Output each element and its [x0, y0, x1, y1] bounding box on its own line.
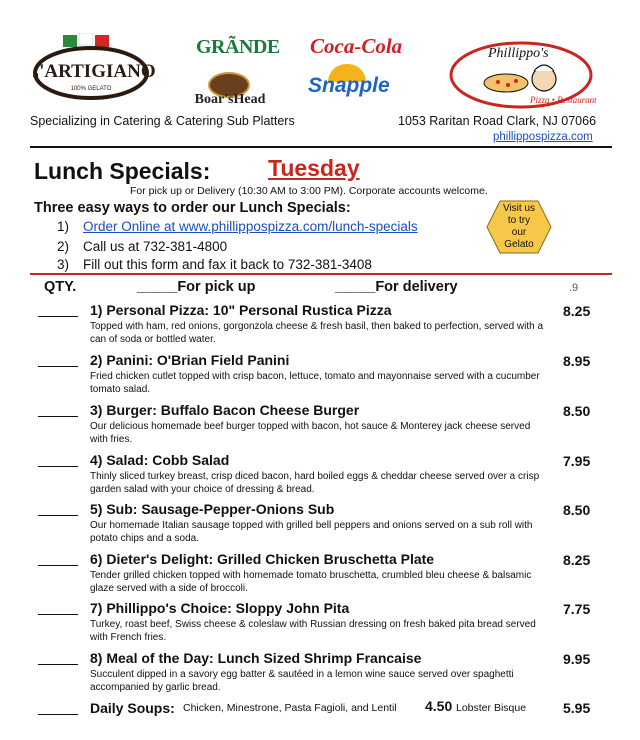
artigiano-subtitle: 100% GELATO	[70, 86, 112, 92]
soups-list: Chicken, Minestrone, Pasta Fagioli, and Lentil	[183, 702, 397, 714]
menu-item-name: 7) Phillippo's Choice: Sloppy John Pita	[90, 600, 350, 616]
phillippos-logo	[446, 35, 596, 110]
order-phone-number: 732-381-4800	[143, 239, 228, 254]
order-way-online	[57, 219, 418, 234]
menu-item	[0, 452, 640, 502]
menu-item-description: Turkey, roast beef, Swiss cheese & coleslaw with Russian dressing on fresh baked pita bread served with French fries.	[90, 619, 536, 643]
day-of-week: Tuesday	[268, 155, 360, 181]
snapple-logo	[308, 74, 390, 98]
order-online-link[interactable]: Order Online at www.phillippospizza.com/lunch-specials	[83, 219, 418, 234]
menu-item-description: Succulent dipped in a savory egg batter & sautéed in a lemon wine sauce served over spaghetti accompanied by garlic bread.	[90, 669, 514, 693]
pickup-option[interactable]: _____For pick up	[137, 279, 256, 295]
menu-item	[0, 352, 640, 402]
menu-item-name: 5) Sub: Sausage-Pepper-Onions Sub	[90, 501, 335, 517]
lobster-bisque-label: Lobster Bisque	[456, 702, 527, 714]
grande-logo: GRÃNDE	[196, 36, 280, 58]
gelato-badge-line: to try	[507, 215, 531, 226]
restaurant-address: 1053 Raritan Road Clark, NJ 07066	[398, 114, 597, 128]
qty-column-header: QTY.	[44, 279, 77, 295]
qty-blank[interactable]	[38, 366, 78, 367]
menu-item-price: 8.50	[563, 502, 591, 518]
qty-blank[interactable]	[38, 416, 78, 417]
qty-blank[interactable]	[38, 614, 78, 615]
top-divider	[30, 146, 612, 148]
order-way-text: Call us at	[83, 239, 144, 254]
soups-price: 4.50	[425, 698, 453, 714]
menu-item	[0, 402, 640, 452]
menu-item-description: Thinly sliced turkey breast, crisp diced bacon, hard boiled eggs & cheddar cheese served over a crisp garden salad with your choice of dressing & bread.	[90, 471, 540, 495]
snapple-wordmark: Snapple	[308, 74, 390, 97]
phillippos-wordmark: Phillippo's	[488, 46, 549, 61]
menu-item-description: Our homemade Italian sausage topped with grilled bell peppers and onions served on a sub roll with potato chips and a soda.	[90, 520, 533, 544]
page-title: Lunch Specials:	[34, 158, 211, 184]
qty-blank[interactable]	[38, 664, 78, 665]
qty-blank[interactable]	[38, 515, 78, 516]
qty-blank[interactable]	[38, 316, 78, 317]
gelato-badge	[486, 200, 552, 254]
menu-item	[0, 650, 640, 700]
menu-item-price: 7.75	[563, 601, 591, 617]
lobster-bisque-price: 5.95	[563, 700, 591, 716]
menu-item-price: 8.95	[563, 353, 591, 369]
order-way-fax	[57, 257, 372, 272]
order-way-number: 2)	[57, 239, 70, 254]
section-divider	[30, 273, 612, 275]
menu-item-description: Tender grilled chicken topped with homemade tomato bruschetta, crumbled bleu cheese & balsamic glaze served with a side of broccoli.	[90, 570, 532, 594]
qty-blank[interactable]	[38, 466, 78, 467]
menu-item-price: 8.50	[563, 403, 591, 419]
gelato-badge-line: our	[511, 227, 527, 238]
order-way-number: 1)	[57, 219, 70, 234]
order-ways-heading: Three easy ways to order our Lunch Specials:	[34, 200, 351, 216]
pickup-hours-note: For pick up or Delivery (10:30 AM to 3:00 PM). Corporate accounts welcome.	[130, 185, 488, 197]
menu-item-name: 8) Meal of the Day: Lunch Sized Shrimp Francaise	[90, 650, 422, 666]
menu-item-price: 7.95	[563, 453, 591, 469]
menu-item	[0, 501, 640, 551]
artigiano-logo	[33, 33, 155, 103]
order-way-text: Fill out this form and fax it back to 732-381-3408	[83, 257, 372, 272]
phillippos-subtitle: Pizza • Restaurant	[530, 95, 596, 105]
artigiano-wordmark: L'ARTIGIANO	[33, 61, 155, 82]
menu-item	[0, 551, 640, 601]
menu-item-name: 3) Burger: Buffalo Bacon Cheese Burger	[90, 402, 360, 418]
order-way-number: 3)	[57, 257, 70, 272]
menu-item-description: Our delicious homemade beef burger topped with bacon, hot sauce & Monterey jack cheese served with fries.	[90, 421, 531, 445]
price-column-fragment: .9	[569, 282, 579, 294]
menu-item-name: 1) Personal Pizza: 10" Personal Rustica Pizza	[90, 302, 392, 318]
gelato-badge-line: Gelato	[504, 239, 534, 250]
menu-item	[0, 302, 640, 352]
menu-item	[0, 600, 640, 650]
menu-item-description: Topped with ham, red onions, gorgonzola cheese & fresh basil, then baked to perfection, served with a can of soda or bottled water.	[90, 321, 544, 345]
daily-soups-row	[0, 697, 640, 721]
boars-head-wordmark: Boar'sHead	[194, 92, 266, 107]
menu-item-name: 4) Salad: Cobb Salad	[90, 452, 230, 468]
soups-label: Daily Soups:	[90, 700, 175, 716]
menu-item-name: 2) Panini: O'Brian Field Panini	[90, 352, 290, 368]
boars-head-logo	[190, 72, 270, 108]
menu-item-price: 9.95	[563, 651, 591, 667]
qty-blank[interactable]	[38, 714, 78, 715]
menu-item-description: Fried chicken cutlet topped with crisp bacon, lettuce, tomato and mayonnaise served with a cucumber tomato salad.	[90, 371, 540, 395]
gelato-badge-line: Visit us	[502, 203, 536, 214]
website-link[interactable]: phillippospizza.com	[493, 131, 593, 143]
qty-blank[interactable]	[38, 565, 78, 566]
menu-item-price: 8.25	[563, 552, 591, 568]
menu-item-name: 6) Dieter's Delight: Grilled Chicken Bruschetta Plate	[90, 551, 435, 567]
coca-cola-logo: Coca-Cola	[310, 34, 403, 58]
delivery-option[interactable]: _____For delivery	[335, 279, 458, 295]
catering-tagline: Specializing in Catering & Catering Sub Platters	[30, 114, 295, 128]
menu-item-price: 8.25	[563, 303, 591, 319]
order-way-phone	[57, 239, 227, 254]
